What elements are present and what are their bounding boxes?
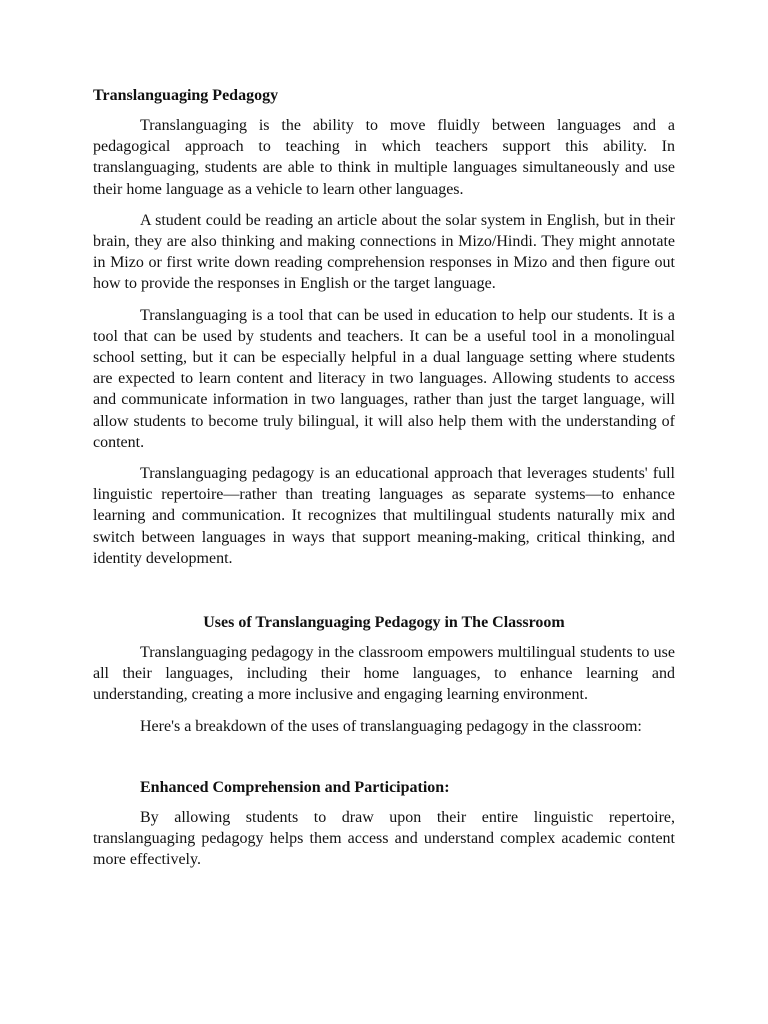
paragraph: By allowing students to draw upon their entire linguistic repertoire, translanguaging pedagogy helps them access and understand complex academic content more effectively. <box>93 808 675 869</box>
paragraph: A student could be reading an article about the solar system in English, but in their brain, they are also thinking and making connections in Mizo/Hindi. They might annotate in Mizo or first write down reading comprehension responses in Mizo and then figure out how to provide the responses in English or the target language. <box>93 211 675 293</box>
document-body <box>93 85 675 870</box>
section-title-uses: Uses of Translanguaging Pedagogy in The Classroom <box>203 614 565 632</box>
paragraph: Here's a breakdown of the uses of translanguaging pedagogy in the classroom: <box>140 717 642 735</box>
paragraph: Translanguaging is the ability to move fluidly between languages and a pedagogical approach to teaching in which teachers support this ability. In translanguaging, students are able to think in multiple languages simultaneously and use their home language as a vehicle to learn other languages. <box>93 117 675 198</box>
paragraph: Translanguaging pedagogy is an educational approach that leverages students' full linguistic repertoire—rather than treating languages as separate systems—to enhance learning and communication. It recognizes that multilingual students naturally mix and switch between languages in ways that support meaning-making, critical thinking, and identity development. <box>93 465 675 567</box>
paragraph: Translanguaging is a tool that can be used in education to help our students. It is a tool that can be used by students and teachers. It can be a useful tool in a monolingual school setting, but it can be especially helpful in a dual language setting where students are expected to learn content and literacy in two languages. Allowing students to access and communicate information in two languages, rather than just the target language, will allow students to become truly bilingual, it will also help them with the understanding of content. <box>93 306 675 451</box>
section-title-translanguaging-pedagogy: Translanguaging Pedagogy <box>93 87 279 104</box>
section-title-enhanced-comprehension: Enhanced Comprehension and Participation: <box>140 778 450 796</box>
paragraph: Translanguaging pedagogy in the classroom empowers multilingual students to use all their languages, including their home languages, to enhance learning and understanding, creating a more inclusive and engaging learning environment. <box>93 644 675 704</box>
